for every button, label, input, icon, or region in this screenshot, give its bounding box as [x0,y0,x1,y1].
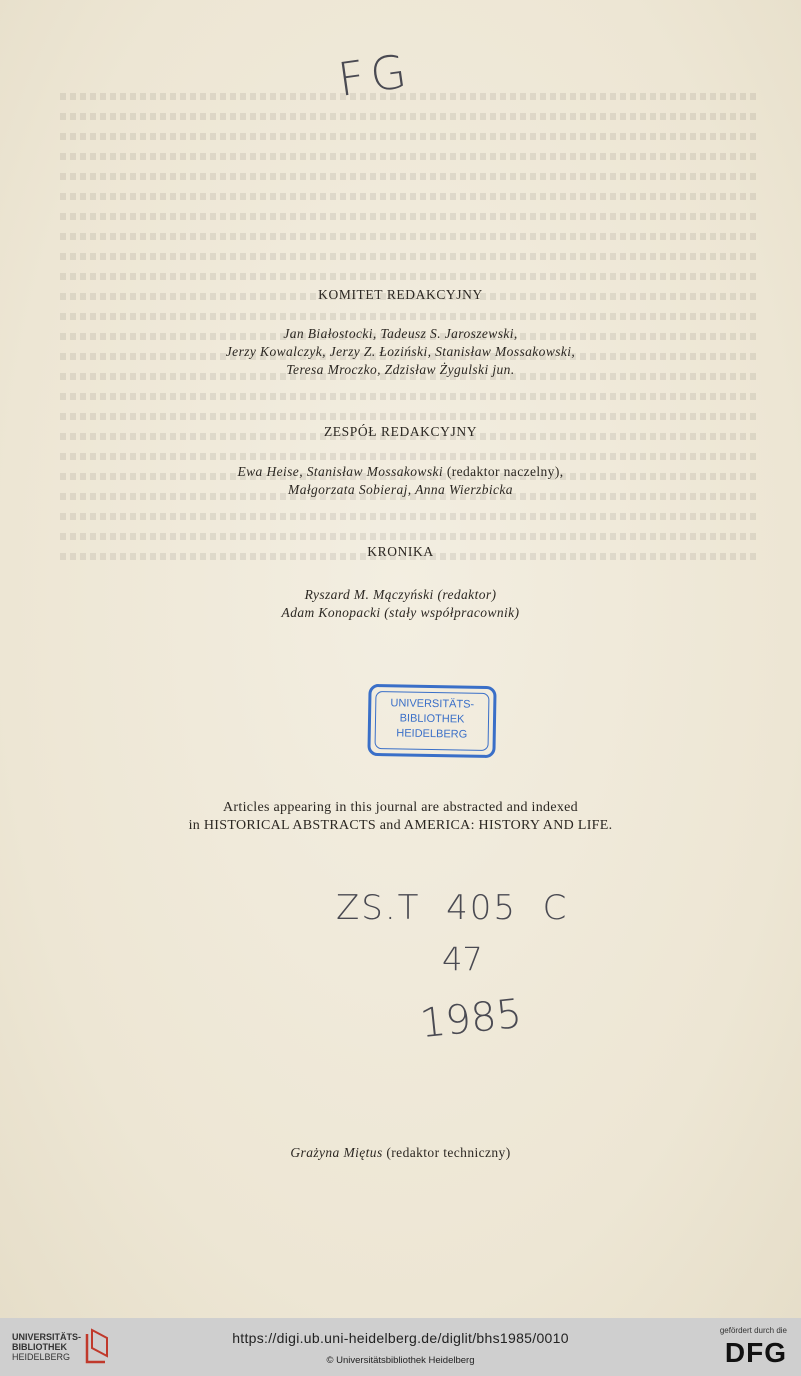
kronika-line: Ryszard M. Mączyński (redaktor) [304,587,497,602]
kronika-heading: KRONIKA [367,544,434,559]
stamp-line: UNIVERSITÄTS- [390,697,475,711]
handwritten-year: 1985 [417,990,524,1048]
copyright-text: © Universitätsbibliothek Heidelberg [326,1355,475,1366]
handwritten-volume: 47 [442,940,483,978]
funding-label: gefördert durch die [719,1326,787,1335]
handwritten-fg: FG [334,43,416,107]
handwritten-shelfmark: ZS.T 405 C [336,888,569,928]
library-stamp [367,684,496,758]
zespol-role: (redaktor naczelny), [446,464,564,479]
technical-editor [0,1144,801,1162]
dfg-logo[interactable]: DFG [724,1337,787,1368]
zespol-members [0,463,801,499]
zespol-line2: Małgorzata Sobieraj, Anna Wierzbicka [288,482,513,497]
komitet-line: Teresa Mroczko, Zdzisław Żygulski jun. [286,362,515,377]
komitet-line: Jan Białostocki, Tadeusz S. Jaroszewski, [283,326,518,341]
stamp-line: HEIDELBERG [396,727,468,741]
viewer-footer [0,1318,801,1376]
komitet-heading: KOMITET REDAKCYJNY [318,287,483,302]
komitet-members [0,325,801,379]
logo-line: UNIVERSITÄTS- [12,1332,82,1342]
stamp-line: BIBLIOTHEK [399,712,465,726]
logo-line: BIBLIOTHEK [12,1342,67,1352]
komitet-line: Jerzy Kowalczyk, Jerzy Z. Łoziński, Stanisław Mossakowski, [225,344,576,359]
technical-editor-role: (redaktor techniczny) [386,1145,511,1160]
indexing-line: Articles appearing in this journal are abstracted and indexed [223,800,578,815]
kronika-members [0,586,801,622]
page-url-link[interactable]: https://digi.ub.uni-heidelberg.de/diglit/bhs1985/0010 [232,1330,569,1346]
zespol-heading: ZESPÓŁ REDAKCYJNY [323,424,478,439]
kronika-line: Adam Konopacki (stały współpracownik) [281,605,520,620]
indexing-note [0,799,801,835]
logo-line: HEIDELBERG [12,1352,71,1362]
indexing-line: in HISTORICAL ABSTRACTS and AMERICA: HISTORY AND LIFE. [188,818,613,833]
technical-editor-name: Grażyna Miętus [290,1145,383,1160]
zespol-names: Ewa Heise, Stanisław Mossakowski [237,464,444,479]
